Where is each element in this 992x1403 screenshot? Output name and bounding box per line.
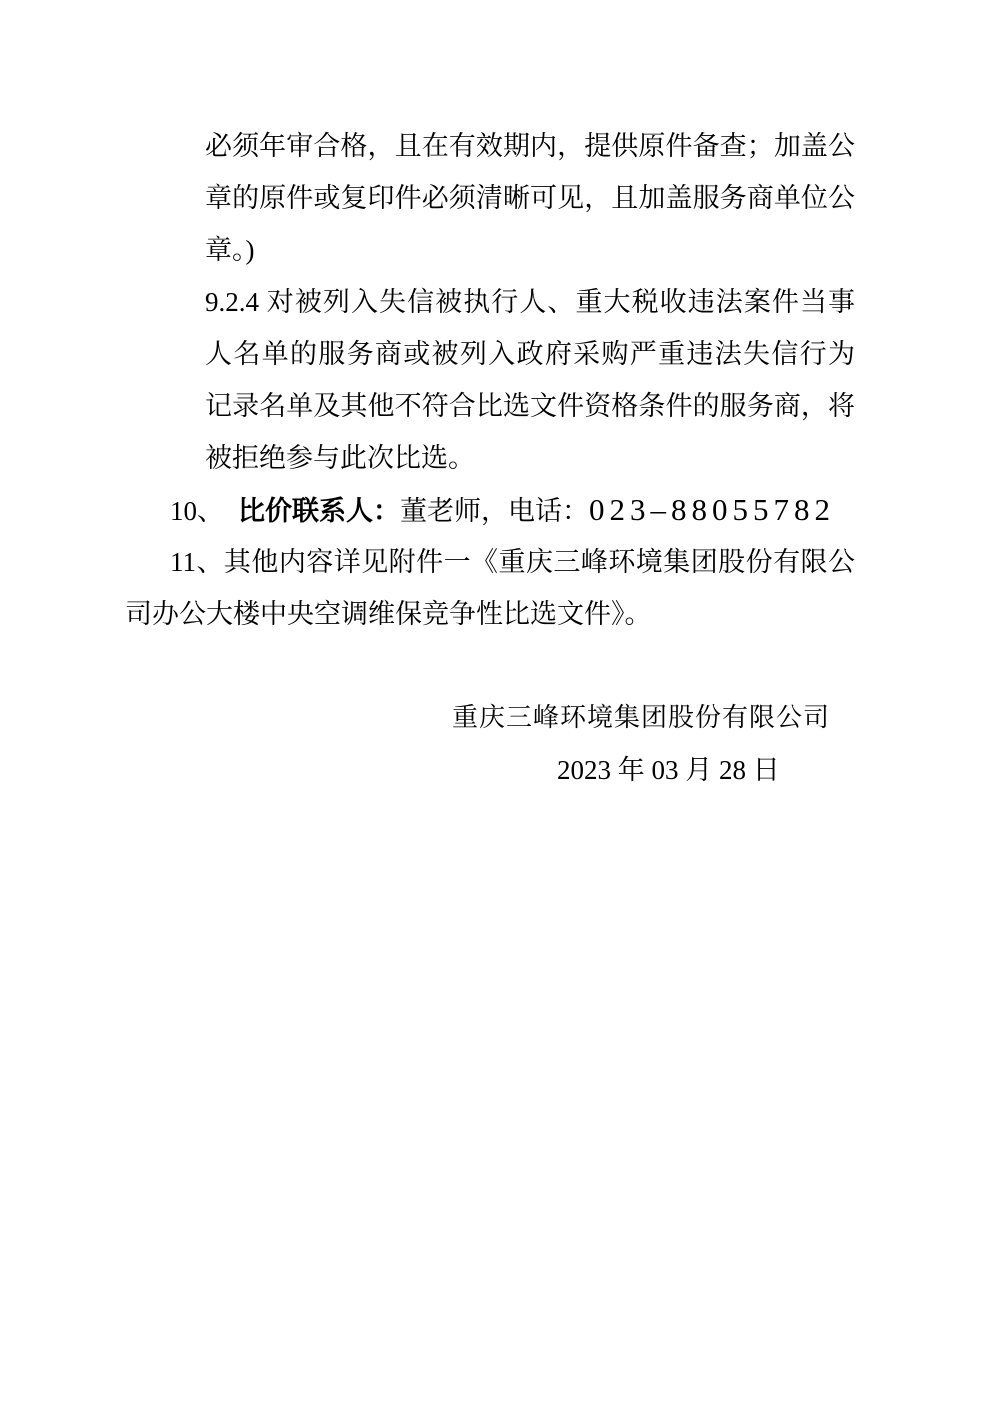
clause-924-line-3: 记录名单及其他不符合比选文件资格条件的服务商，将 [205,391,855,421]
clause-923-line-3: 章。) [205,235,255,265]
signature-date: 2023 年 03 月 28 日 [557,755,780,785]
item-10-number: 10、 [170,496,224,526]
item-11-line-1: 11、其他内容详见附件一《重庆三峰环境集团股份有限公 [170,547,855,577]
blank-line [125,640,855,692]
document-body [125,120,855,796]
item-10-contact-label: 比价联系人： [238,496,400,526]
item-10-line [170,484,855,536]
clause-924-line-2: 人名单的服务商或被列入政府采购严重违法失信行为 [205,339,855,369]
clause-924-line-4: 被拒绝参与此次比选。 [205,443,475,473]
item-11-line-2: 司办公大楼中央空调维保竞争性比选文件》。 [125,599,652,629]
item-10-phone-number: 023–88055782 [589,492,835,527]
clause-923-line-2: 章的原件或复印件必须清晰可见，且加盖服务商单位公 [205,183,855,213]
signature-company-name: 重庆三峰环境集团股份有限公司 [452,703,831,732]
clause-924-line-1: 9.2.4 对被列入失信被执行人、重大税收违法案件当事 [205,287,855,317]
item-10-contact-name: 董老师，电话： [400,496,589,526]
clause-923-line-1: 必须年审合格，且在有效期内，提供原件备查；加盖公 [205,131,855,161]
